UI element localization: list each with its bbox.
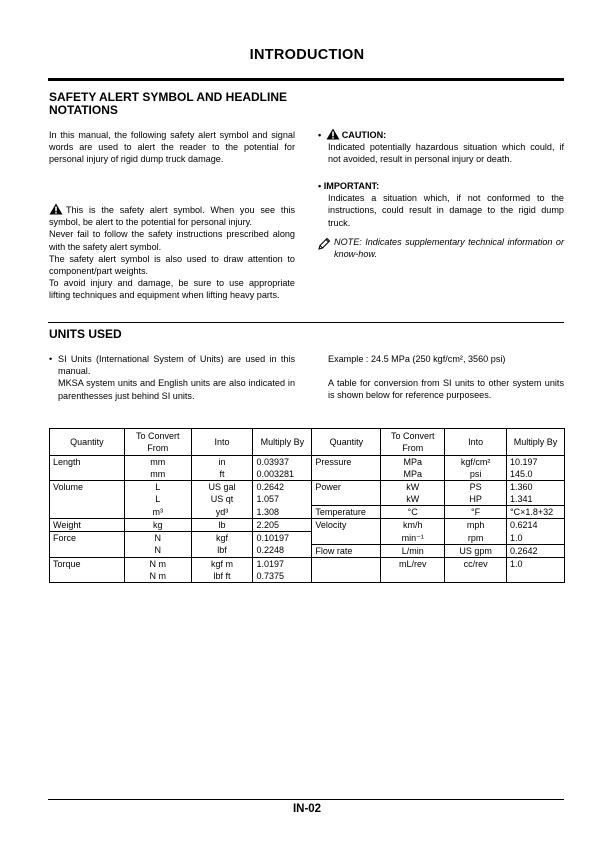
table-cell: 0.2248: [253, 544, 312, 557]
table-cell: 0.6214: [507, 519, 565, 532]
header-multiply-by: Multiply By: [507, 429, 565, 456]
table-cell: [312, 468, 381, 481]
alert-paragraph-2: Never fail to follow the safety instructions prescribed along with the safety alert symbol.: [49, 229, 295, 252]
table-cell: °C: [381, 506, 445, 519]
table-cell: 2.205: [253, 519, 312, 532]
caution-heading: • CAUTION:: [318, 130, 387, 140]
alert-paragraph-4: To avoid injury and damage, be sure to use appropriate lifting techniques and equipment when lifting heavy parts.: [49, 278, 295, 301]
table-cell: HP: [445, 493, 507, 506]
table-row: [50, 506, 565, 519]
units-heading: UNITS USED: [49, 327, 122, 341]
table-cell: MPa: [381, 468, 445, 481]
bullet-icon: •: [318, 130, 322, 140]
header-rule: [48, 78, 564, 81]
table-cell: 0.003281: [253, 468, 312, 481]
table-cell: 1.341: [507, 493, 565, 506]
header-quantity: Quantity: [312, 429, 381, 456]
table-cell: N: [124, 544, 191, 557]
table-cell: Power: [312, 481, 381, 494]
note-block: [318, 236, 564, 260]
table-cell: kg: [124, 519, 191, 532]
table-cell: kgf m: [191, 557, 253, 570]
table-cell: kW: [381, 493, 445, 506]
table-cell: Length: [50, 456, 125, 469]
header-convert-from: To Convert From: [124, 429, 191, 456]
table-row: [50, 544, 565, 557]
table-cell: 1.0: [507, 557, 565, 570]
table-row: [50, 557, 565, 570]
table-cell: 0.03937: [253, 456, 312, 469]
table-cell: °F: [445, 506, 507, 519]
alert-paragraph-1: This is the safety alert symbol. When you see this symbol, be alert to the potential for personal injury.: [49, 205, 295, 228]
note-text: NOTE: Indicates supplementary technical information or know-how.: [334, 237, 564, 260]
table-header-row: [50, 429, 565, 456]
table-cell: MPa: [381, 456, 445, 469]
conversion-table: [49, 428, 565, 583]
table-cell: [50, 570, 125, 583]
table-cell: Temperature: [312, 506, 381, 519]
mksa-line: MKSA system units and English units are also indicated in parenthesses just behind SI units.: [58, 378, 295, 401]
table-cell: Flow rate: [312, 544, 381, 557]
header-convert-from: To Convert From: [381, 429, 445, 456]
si-line: SI Units (International System of Units) are used in this manual.: [58, 354, 295, 377]
table-cell: °C×1.8+32: [507, 506, 565, 519]
table-cell: L: [124, 481, 191, 494]
important-heading: • IMPORTANT:: [318, 181, 380, 191]
table-cell: psi: [445, 468, 507, 481]
alert-paragraphs: [49, 203, 295, 302]
table-cell: 1.057: [253, 493, 312, 506]
table-cell: [507, 570, 565, 583]
table-cell: lb: [191, 519, 253, 532]
table-cell: N m: [124, 570, 191, 583]
table-cell: [50, 468, 125, 481]
units-right-block: [328, 353, 564, 402]
table-cell: N m: [124, 557, 191, 570]
table-cell: yd³: [191, 506, 253, 519]
table-cell: [50, 493, 125, 506]
table-cell: min⁻¹: [381, 532, 445, 545]
table-cell: 0.2642: [253, 481, 312, 494]
table-cell: 0.2642: [507, 544, 565, 557]
safety-intro: In this manual, the following safety alert symbol and signal words are used to alert the reader to the potential for personal injury of rigid dump truck damage.: [49, 130, 295, 165]
table-cell: mL/rev: [381, 557, 445, 570]
example-line: Example : 24.5 MPa (250 kgf/cm², 3560 psi): [328, 354, 506, 364]
safety-alert-icon: [49, 203, 63, 215]
table-cell: Force: [50, 532, 125, 545]
table-cell: cc/rev: [445, 557, 507, 570]
table-cell: [312, 532, 381, 545]
alert-paragraph-3: The safety alert symbol is also used to draw attention to component/part weights.: [49, 253, 295, 277]
table-cell: Volume: [50, 481, 125, 494]
table-cell: 1.0: [507, 532, 565, 545]
table-row: [50, 570, 565, 583]
table-row: [50, 468, 565, 481]
table-cell: N: [124, 532, 191, 545]
important-block: [318, 180, 564, 229]
table-cell: US gal: [191, 481, 253, 494]
table-cell: 1.0197: [253, 557, 312, 570]
caution-text: Indicated potentially hazardous situation which could, if not avoided, result in personal injury or death.: [328, 142, 564, 165]
page-number: IN-02: [292, 803, 322, 815]
table-cell: in: [191, 456, 253, 469]
table-cell: rpm: [445, 532, 507, 545]
table-row: [50, 456, 565, 469]
table-note: A table for conversion from SI units to other system units is shown below for reference purposees.: [328, 378, 564, 401]
table-cell: 10.197: [507, 456, 565, 469]
header-into: Into: [191, 429, 253, 456]
caution-block: [318, 128, 564, 166]
table-cell: [381, 570, 445, 583]
header-multiply-by: Multiply By: [253, 429, 312, 456]
pencil-icon: [318, 237, 332, 260]
table-cell: 0.10197: [253, 532, 312, 545]
table-cell: Velocity: [312, 519, 381, 532]
table-cell: lbf ft: [191, 570, 253, 583]
table-cell: mm: [124, 456, 191, 469]
important-text: Indicates a situation which, if not conformed to the instructions, could result in damage to the rigid dump truck.: [328, 193, 564, 228]
table-cell: Weight: [50, 519, 125, 532]
table-row: [50, 493, 565, 506]
table-cell: US gpm: [445, 544, 507, 557]
footer-rule: [48, 799, 564, 800]
units-left-block: [49, 353, 295, 402]
table-cell: US qt: [191, 493, 253, 506]
caution-alert-icon: [326, 128, 340, 140]
table-cell: [312, 493, 381, 506]
table-cell: 0.7375: [253, 570, 312, 583]
table-cell: L/min: [381, 544, 445, 557]
table-row: [50, 532, 565, 545]
table-cell: PS: [445, 481, 507, 494]
table-cell: [50, 544, 125, 557]
section-divider: [48, 322, 564, 323]
table-cell: m³: [124, 506, 191, 519]
table-cell: [312, 570, 381, 583]
table-cell: kgf: [191, 532, 253, 545]
table-cell: 1.308: [253, 506, 312, 519]
table-cell: [445, 570, 507, 583]
table-row: [50, 519, 565, 532]
table-cell: 1.360: [507, 481, 565, 494]
table-cell: kW: [381, 481, 445, 494]
table-cell: L: [124, 493, 191, 506]
table-cell: mm: [124, 468, 191, 481]
page-title: INTRODUCTION: [249, 47, 365, 63]
table-cell: mph: [445, 519, 507, 532]
header-into: Into: [445, 429, 507, 456]
bullet-icon: •: [318, 181, 322, 191]
table-row: [50, 481, 565, 494]
table-cell: 145.0: [507, 468, 565, 481]
table-cell: Torque: [50, 557, 125, 570]
si-bullet: [49, 353, 295, 402]
header-quantity: Quantity: [50, 429, 125, 456]
table-cell: ft: [191, 468, 253, 481]
safety-heading: SAFETY ALERT SYMBOL AND HEADLINE NOTATIONS: [49, 90, 288, 117]
table-cell: [50, 506, 125, 519]
table-cell: Pressure: [312, 456, 381, 469]
table-cell: [312, 557, 381, 570]
table-cell: kgf/cm²: [445, 456, 507, 469]
bullet-icon: •: [49, 354, 53, 364]
table-cell: km/h: [381, 519, 445, 532]
table-cell: lbf: [191, 544, 253, 557]
